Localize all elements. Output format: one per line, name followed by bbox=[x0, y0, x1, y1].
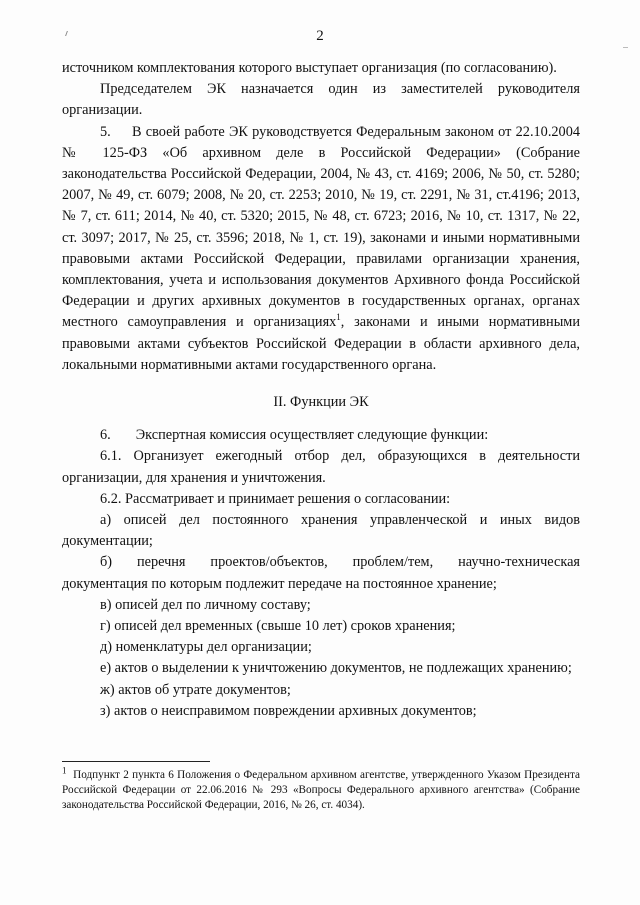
paragraph-continuation: источником комплектования которого выступает организация (по согласованию). bbox=[62, 60, 557, 76]
list-item-e: е) актов о выделении к уничтожению документов, не подлежащих хранению; bbox=[100, 660, 572, 677]
paragraph-6: 6. Экспертная комиссия осуществляет следующие функции: bbox=[100, 427, 489, 444]
paragraph-5-text-end: , законами и иными нормативными правовыми актами субъектов Российской Федерации в области архивного дела, локальными нормативными актами государственного органа. bbox=[62, 314, 580, 373]
list-item-b: б) перечня проектов/объектов, проблем/тем, научно-техническая документация по которым подлежит передаче на постоянное хранение; bbox=[62, 554, 580, 592]
section-heading: II. Функции ЭК bbox=[273, 394, 369, 411]
list-item-zh: ж) актов об утрате документов; bbox=[100, 681, 291, 698]
footnote bbox=[62, 765, 581, 813]
page-number: 2 bbox=[316, 28, 324, 44]
footnote-separator bbox=[62, 761, 210, 762]
footnote-text: Подпункт 2 пункта 6 Положения о Федеральном архивном агентстве, утвержденного Указом Президента Российской Федерации от 22.06.2016 № 293 «Вопросы Федерального архивного агентства» (Собрание законодательства Российской Федерации, 2016, № 26, ст. 4034). bbox=[62, 769, 581, 811]
body-text bbox=[62, 58, 580, 722]
list-item-a: а) описей дел постоянного хранения управленческой и иных видов документации; bbox=[62, 512, 580, 550]
paragraph-5-text: 5. В своей работе ЭК руководствуется Федеральным законом от 22.10.2004 № 125-ФЗ «Об архивном деле в Российской Федерации» (Собрание законодательства Российской Федерации, 2004, № 43, ст. 4169; 2006, № 50, ст. 5280; 2007, № 49, ст. 6079; 2008, № 20, ст. 2253; 2010, № 19, ст. 2291, № 31, ст.4196; 2013, № 7, ст. 611; 2014, № 40, ст. 5320; 2015, № 48, ст. 6723; 2016, № 10, ст. 1317, № 22, ст. 3097; 2017, № 25, ст. 3596; 2018, № 1, ст. 19), законами и иными нормативными правовыми актами Российской Федерации, правилами организации хранения, комплектования, учета и использования документов Архивного фонда Российской Федерации и других архивных документов в государственных органах, органах местного самоуправления и организациях bbox=[62, 123, 580, 331]
paragraph-6-1: 6.1. Организует ежегодный отбор дел, образующихся в деятельности организации, для хранения и уничтожения. bbox=[62, 448, 580, 486]
footnote-marker: 1 bbox=[62, 765, 67, 776]
footnote-ref: 1 bbox=[336, 312, 341, 323]
list-item-d: д) номенклатуры дел организации; bbox=[100, 639, 312, 656]
list-item-g: г) описей дел временных (свыше 10 лет) сроков хранения; bbox=[100, 618, 456, 635]
footnote-text-block bbox=[62, 765, 581, 813]
list-item-z: з) актов о неисправимом повреждении архивных документов; bbox=[100, 702, 477, 719]
list-item-v: в) описей дел по личному составу; bbox=[100, 596, 311, 613]
paragraph-6-2: 6.2. Рассматривает и принимает решения о согласовании: bbox=[100, 490, 451, 507]
paragraph-5 bbox=[62, 122, 580, 376]
paragraph-chairman: Председателем ЭК назначается один из заместителей руководителя организации. bbox=[62, 81, 580, 119]
scan-speck bbox=[623, 47, 628, 48]
